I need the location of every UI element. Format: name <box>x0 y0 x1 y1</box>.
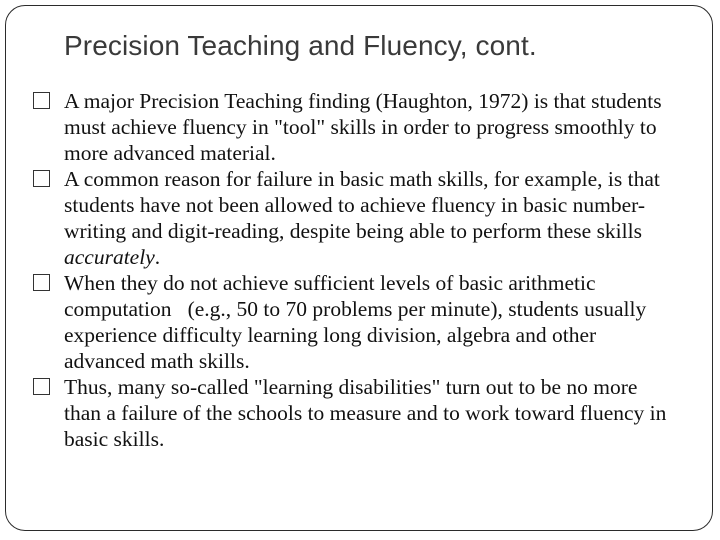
bullet-list <box>30 88 670 452</box>
square-bullet-icon <box>33 170 50 187</box>
square-bullet-icon <box>33 274 50 291</box>
square-bullet-icon <box>33 378 50 395</box>
bullet-text-end: . <box>154 245 161 269</box>
bullet-item-3 <box>30 270 670 374</box>
bullet-text: A major Precision Teaching finding (Haughton, 1972) is that students must achieve fluency in "tool" skills in order to progress smoothly to more advanced material. <box>64 89 662 165</box>
bullet-item-2 <box>30 166 670 270</box>
slide-title: Precision Teaching and Fluency, cont. <box>64 30 537 61</box>
bullet-text: When they do not achieve sufficient levels of basic arithmetic computation (e.g., 50 to 70 problems per minute), students usually experience difficulty learning long division, algebra and other advanced math skills. <box>64 271 652 373</box>
bullet-text: A common reason for failure in basic math skills, for example, is that students have not been allowed to achieve fluency in basic number-writing and digit-reading, despite being able to perform these skills <box>64 167 660 243</box>
bullet-item-1 <box>30 88 670 166</box>
square-bullet-icon <box>33 92 50 109</box>
bullet-emphasis: accurately <box>64 245 155 269</box>
bullet-text: Thus, many so-called "learning disabilities" turn out to be no more than a failure of the schools to measure and to work toward fluency in basic skills. <box>64 375 667 451</box>
bullet-item-4 <box>30 374 670 452</box>
